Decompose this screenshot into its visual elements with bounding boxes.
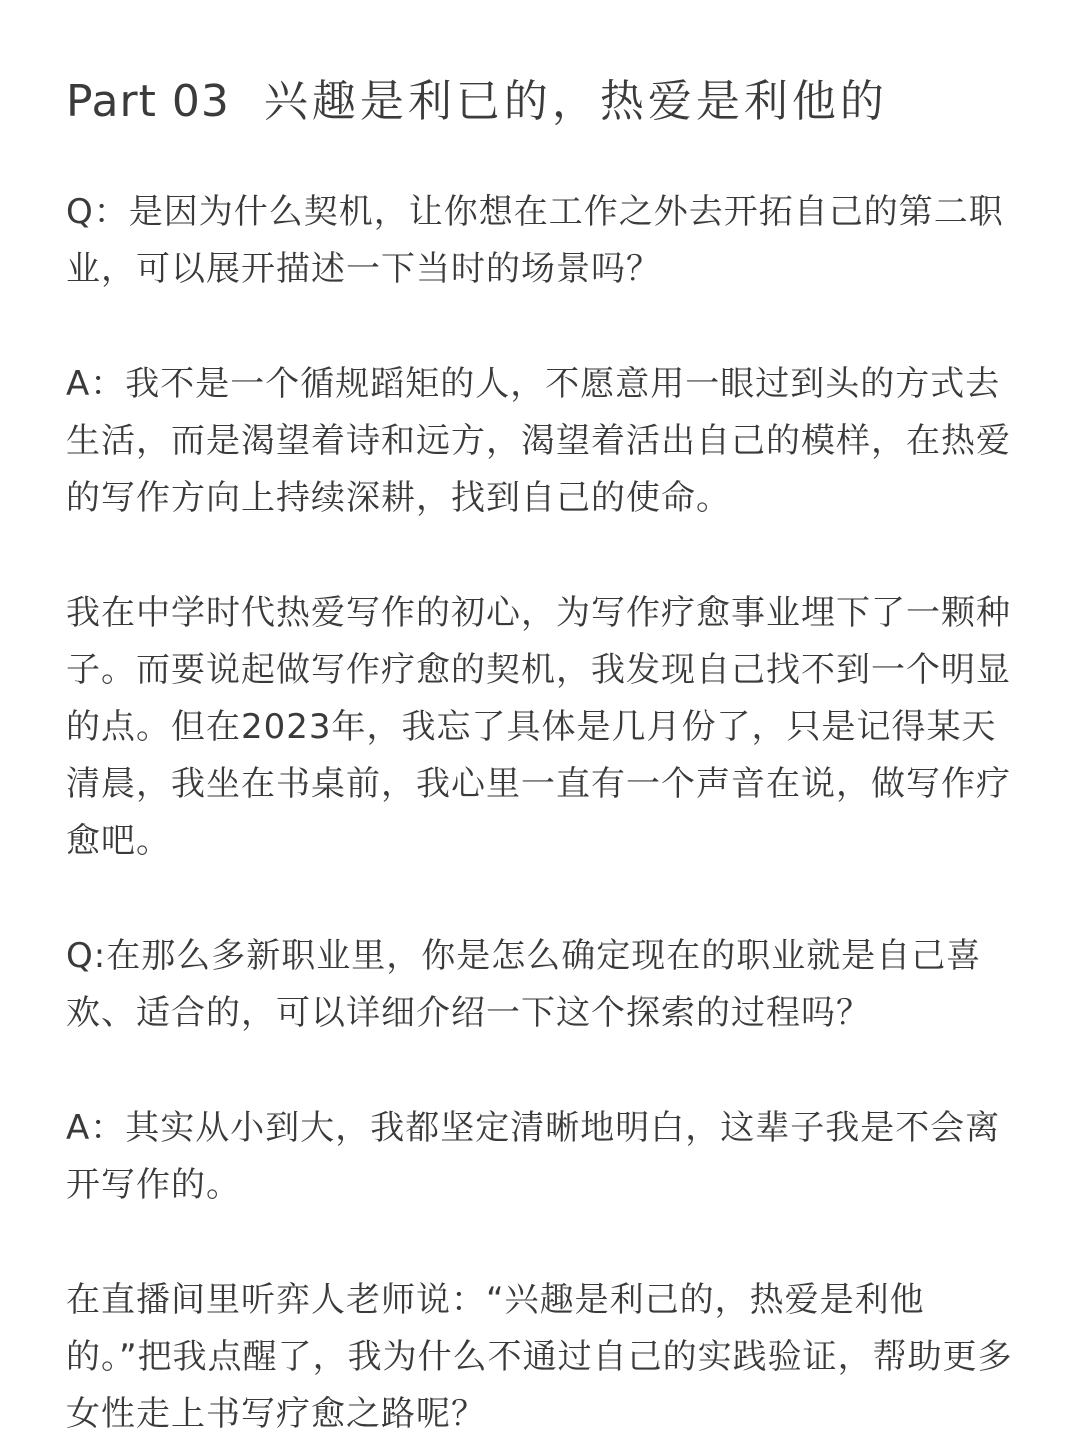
answer-paragraph: A：我不是一个循规蹈矩的人，不愿意用一眼过到头的方式去生活，而是渴望着诗和远方，渴望着活出自己的模样，在热爱的写作方向上持续深耕，找到自己的使命。 bbox=[66, 364, 1011, 518]
answer-block bbox=[66, 1100, 1018, 1214]
body-paragraph: 在直播间里听弈人老师说：“兴趣是利己的，热爱是利他的。”把我点醒了，我为什么不通过自己的实践验证，帮助更多女性走上书写疗愈之路呢？ bbox=[66, 1280, 1013, 1434]
answer-paragraph: A：其实从小到大，我都坚定清晰地明白，这辈子我是不会离开写作的。 bbox=[66, 1108, 1001, 1205]
body-paragraph: 我在中学时代热爱写作的初心，为写作疗愈事业埋下了一颗种子。而要说起做写作疗愈的契机，我发现自己找不到一个明显的点。但在2023年，我忘了具体是几月份了，只是记得某天清晨，我坐在书桌前，我心里一直有一个声音在说，做写作疗愈吧。 bbox=[66, 593, 1011, 861]
question-paragraph: Q：是因为什么契机，让你想在工作之外去开拓自己的第二职业，可以展开描述一下当时的场景吗？ bbox=[66, 192, 1004, 289]
section-heading: 兴趣是利已的，热爱是利他的 bbox=[263, 76, 888, 127]
part-number: Part 03 bbox=[66, 76, 230, 127]
question-block bbox=[66, 184, 1018, 298]
answer-block bbox=[66, 356, 1018, 527]
question-block bbox=[66, 928, 1018, 1042]
page-title bbox=[66, 72, 1018, 132]
body-block bbox=[66, 585, 1018, 870]
body-block bbox=[66, 1272, 1018, 1443]
question-paragraph: Q:在那么多新职业里，你是怎么确定现在的职业就是自己喜欢、适合的，可以详细介绍一下这个探索的过程吗？ bbox=[66, 936, 982, 1033]
